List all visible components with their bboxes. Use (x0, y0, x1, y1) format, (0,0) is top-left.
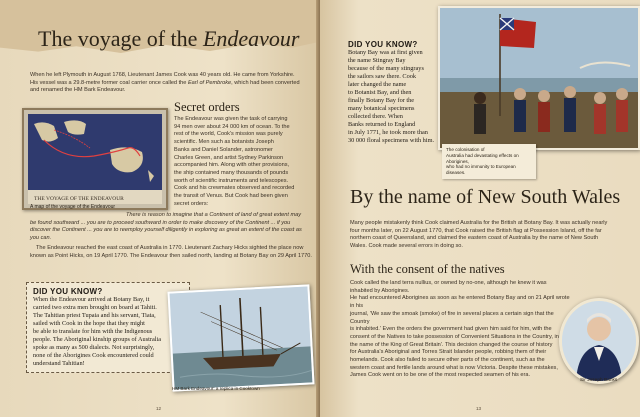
nsw-paragraph: Many people mistakenly think Cook claimed Australia for the British at Botany Bay. It was actually nearly four months later, on 22 August 1770, that Cook raised the British flag at Possession Island, off the far northern coast of Queensland, and claimed the eastern coast of Australia by the name of New South Wales. Cook made several errors in doing so. (350, 220, 608, 250)
did-you-know-text: When the Endeavour arrived at Botany Bay, it carried two extra men brought on board at Tahiti. The Tahitian priest Tupaia and his servant, Tiata, sailed with Cook in the hope that they might be able to translate for him with the Indigenous people. The Aboriginal kinship groups of Australia spoke as many as 500 dialects. Not surprisingly, none of the Aborigines Cook encountered could understand Tahitian! (33, 296, 162, 367)
did-you-know-box-left (26, 282, 190, 373)
page-number-right: 13 (476, 406, 482, 411)
joseph-banks-portrait (559, 298, 639, 384)
consent-heading: With the consent of the natives (350, 262, 505, 276)
did-you-know-heading: DID YOU KNOW? (33, 287, 103, 296)
secret-orders-heading: Secret orders (174, 100, 240, 114)
map-caption: A map of the voyage of the Endeavour (30, 204, 116, 210)
secret-orders-text: The Endeavour was given the task of carrying 94 men over about 24 000 km of ocean. To the rest of the world, Cook's mission was purely scientific. Men such as botanists Joseph Banks and Daniel Solander, astronomer Charles Green, and artist Sydney Parkinson accompanied him. Along with other provisions, the ship contained many thousands of pounds worth of scientific instruments and telescopes. Cook and his crewmates observed and recorded the transit of Venus. But Cook had been given secret orders: (174, 116, 295, 207)
colonisation-painting (438, 6, 640, 150)
consent-paragraph: Cook called the land terra nullius, or owned by no-one, although he knew it was inhabited by Aborigines. He had encountered Aborigines as soon as he entered Botany Bay and on 21 April wrote in his journal, 'We saw the smoak (smoke) of fire in several places a certain sign that the Country is inhabited.' Even the orders the government had given him said for him, with the consent of the Natives to take possession of Convenient Situations in the Country, in the name of the King of Great Britain'. This decision changed the course of history for Australia's Aboriginal and Torres Strait Islander people, robbing them of their homelands. Cook also failed to secure other parts of the continent, such as the western coast and fertile lands around what is now Victoria. Despite these mistakes, James Cook went on to be one of the most respected seamen of his era. (350, 280, 570, 379)
voyage-map-image (22, 108, 168, 210)
map-label: THE VOYAGE OF THE ENDEAVOUR (34, 196, 124, 202)
right-page (320, 0, 640, 417)
did-you-know-text: Botany Bay was at first given the name Stingray Bay because of the many stingrays the sailors saw there. Cook later changed the name to Botanist Bay, and then finally Botany Bay for the many botanical specimens collected there. When Banks returned to England in July 1771, he took more than 30 000 floral specimens with him. (348, 49, 435, 144)
page-number-left: 12 (156, 406, 162, 411)
secret-orders-quote: There is reason to imagine that a Continent of land of great extent may be found southward ... you are to proceed southward in order to make discovery of the Continent ... if you discover the Continent ... you are to reemploy yourself diligently in exploring as great an extent of the coast as you can. (30, 212, 302, 241)
left-page (0, 0, 318, 417)
portrait-caption: Sir Joseph Banks (580, 378, 618, 383)
did-you-know-heading: DID YOU KNOW? (348, 40, 418, 49)
endeavour-ship-photo (167, 284, 314, 391)
page-title: The voyage of the Endeavour (38, 26, 300, 51)
painting-caption: The colonisation of Australia had devastating effects on Aborigines, who had no immunity to European diseases. (442, 144, 536, 179)
nsw-heading: By the name of New South Wales (350, 186, 621, 208)
ship-caption: HM Bark Endeavour: a replica in Cooktown (172, 386, 260, 391)
landing-paragraph: The Endeavour reached the east coast of Australia in 1770. Lieutenant Zachary Hicks sighted the place now known as Point Hicks, on 19 April 1770. The Endeavour then sailed north, landing at Botany Bay on 29 April 1770. (30, 245, 312, 259)
intro-paragraph: When he left Plymouth in August 1768, Lieutenant James Cook was 40 years old. He came from Yorkshire. His vessel was a 29.8-metre former coal carrier once called the Earl of Pembroke, which had been converted and renamed the HM Bark Endeavour. (30, 72, 300, 94)
